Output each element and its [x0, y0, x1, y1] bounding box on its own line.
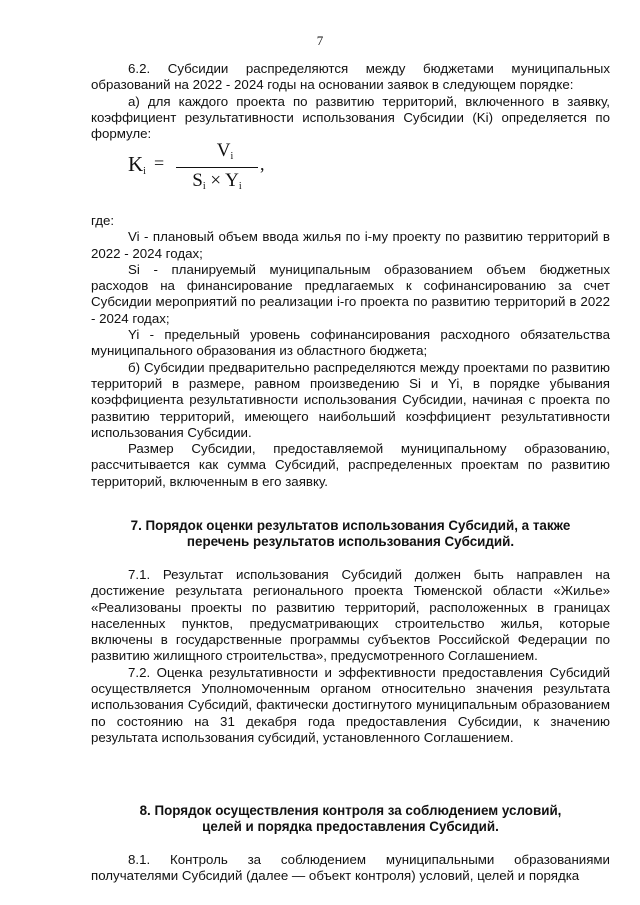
paragraph-7-2: 7.2. Оценка результативности и эффективности предоставления Субсидий осуществляется Уполномоченным органом относительно значения результата использования Субсидий, фактически достигнутого муниципальным образованием по состоянию на 31 декабря года предоставления Субсидии, к значению результата использования субсидий, установленного Соглашением.: [91, 664, 610, 745]
formula-comma: ,: [260, 154, 265, 174]
paragraph-6-2: 6.2. Субсидии распределяются между бюджетами муниципальных образований на 2022 - 2024 годы на основании заявок в следующем порядке:: [91, 61, 610, 93]
formula-fraction-bar: [176, 167, 258, 168]
section-7-body: [91, 567, 610, 746]
paragraph-6-2-b: б) Субсидии предварительно распределяются между проектами по развитию территорий в размере, равном произведению Si и Yi, в порядке убывания коэффициента результативности использования Субсидии, начиная с проекта по развитию территорий, имеющего наибольший коэффициент результативности использования Субсидии.: [91, 359, 610, 440]
section-8-heading: 8. Порядок осуществления контроля за соблюдением условий, целей и порядка предоставления Субсидий.: [139, 803, 562, 835]
formula-numerator: $V_i$: [216, 140, 234, 162]
definition-yi: Yi - предельный уровень софинансирования расходного обязательства муниципального образования из областного бюджета;: [91, 327, 610, 359]
definition-vi: Vi - плановый объем ввода жилья по i-му проекту по развитию территорий в 2022 - 2024 годах;: [91, 229, 610, 261]
formula-equals: =: [154, 153, 165, 173]
paragraph-6-2-a: а) для каждого проекта по развитию территорий, включенного в заявку, коэффициент результативности использования Субсидии (Ki) определяется по формуле:: [91, 93, 610, 142]
definition-si: Si - планируемый муниципальным образованием объем бюджетных расходов на финансирование предлагаемых к софинансированию за счет Субсидии мероприятий по реализации i-го проекта по развитию территорий в 2022 - 2024 годах;: [91, 261, 610, 326]
where-label: где:: [91, 213, 115, 228]
section-7-heading: 7. Порядок оценки результатов использования Субсидий, а также перечень результатов использования Субсидий.: [130, 518, 571, 550]
paragraph-8-1: 8.1. Контроль за соблюдением муниципальными образованиями получателями Субсидий (далее — объект контроля) условий, целей и порядка: [91, 852, 610, 884]
formula-lhs: $K_i$: [128, 152, 146, 177]
formula-ki: [128, 140, 268, 198]
paragraph-subsidy-size: Размер Субсидии, предоставляемой муниципальному образованию, рассчитывается как сумма Субсидий, распределенных проектам по развитию территорий, включенным в его заявку.: [91, 441, 610, 489]
paragraph-7-1: 7.1. Результат использования Субсидий должен быть направлен на достижение результата регионального проекта Тюменской области «Жилье» «Реализованы проекты по развитию территорий, расположенных в границах населенных пунктов, предусматривающих строительство жилья, которые включены в государственные программы субъектов Российской Федерации по развитию жилищного строительства», предусмотренного Соглашением.: [91, 567, 610, 664]
formula-denominator: $S_i \times Y_i$: [192, 170, 242, 192]
section-8-body: [91, 852, 610, 885]
paragraph-block-6-2: [91, 61, 610, 142]
paragraph-block-definitions: [91, 213, 610, 490]
page-number: 7: [316, 33, 324, 48]
